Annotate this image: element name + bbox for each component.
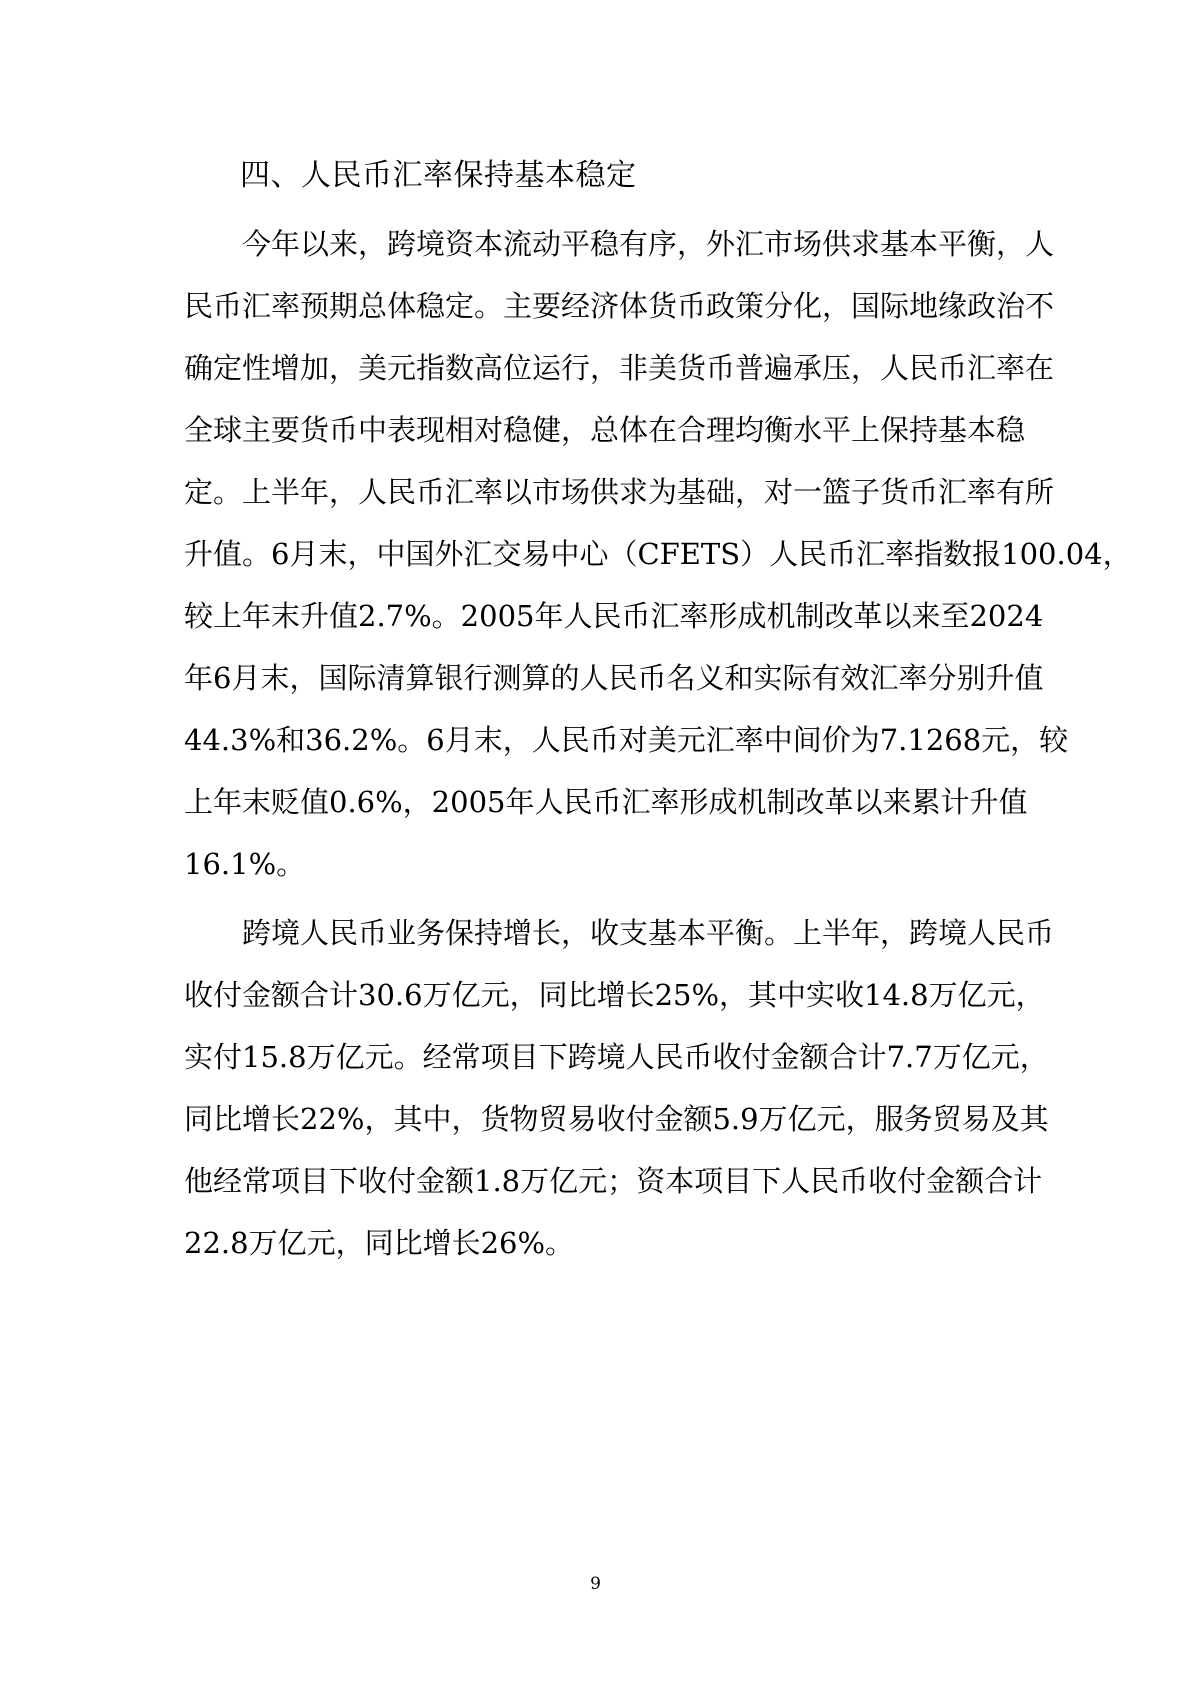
text-line: 今年以来，跨境资本流动平稳有序，外汇市场供求基本平衡，人 xyxy=(242,227,1055,261)
text-line: 上年末贬值0.6%，2005年人民币汇率形成机制改革以来累计升值 xyxy=(184,785,1028,819)
text-line: 年6月末，国际清算银行测算的人民币名义和实际有效汇率分别升值 xyxy=(184,661,1044,695)
text-line: 实付15.8万亿元。经常项目下跨境人民币收付金额合计7.7万亿元， xyxy=(184,1040,1049,1074)
text-line: 44.3%和36.2%。6月末，人民币对美元汇率中间价为7.1268元，较 xyxy=(184,723,1069,757)
text-line: 16.1%。 xyxy=(184,847,306,881)
text-line: 收付金额合计30.6万亿元，同比增长25%，其中实收14.8万亿元， xyxy=(184,978,1045,1012)
text-line: 同比增长22%，其中，货物贸易收付金额5.9万亿元，服务贸易及其 xyxy=(184,1102,1049,1136)
text-line: 民币汇率预期总体稳定。主要经济体货币政策分化，国际地缘政治不 xyxy=(184,289,1055,323)
text-line: 全球主要货币中表现相对稳健，总体在合理均衡水平上保持基本稳 xyxy=(184,413,1026,447)
text-line: 升值。6月末，中国外汇交易中心（CFETS）人民币汇率指数报100.04， xyxy=(184,537,1132,571)
text-line: 跨境人民币业务保持增长，收支基本平衡。上半年，跨境人民币 xyxy=(242,916,1055,950)
text-line: 确定性增加，美元指数高位运行，非美货币普遍承压，人民币汇率在 xyxy=(184,351,1055,385)
page-number: 9 xyxy=(590,1574,601,1594)
text-line: 较上年末升值2.7%。2005年人民币汇率形成机制改革以来至2024 xyxy=(184,599,1044,633)
text-line: 他经常项目下收付金额1.8万亿元；资本项目下人民币收付金额合计 xyxy=(184,1164,1043,1198)
text-line: 22.8万亿元，同比增长26%。 xyxy=(184,1226,575,1260)
paragraph-cross-border-rmb xyxy=(184,902,1055,1274)
paragraph-exchange-rate xyxy=(184,213,1132,895)
section-heading: 四、人民币汇率保持基本稳定 xyxy=(240,158,637,193)
text-line: 定。上半年，人民币汇率以市场供求为基础，对一篮子货币汇率有所 xyxy=(184,475,1055,509)
